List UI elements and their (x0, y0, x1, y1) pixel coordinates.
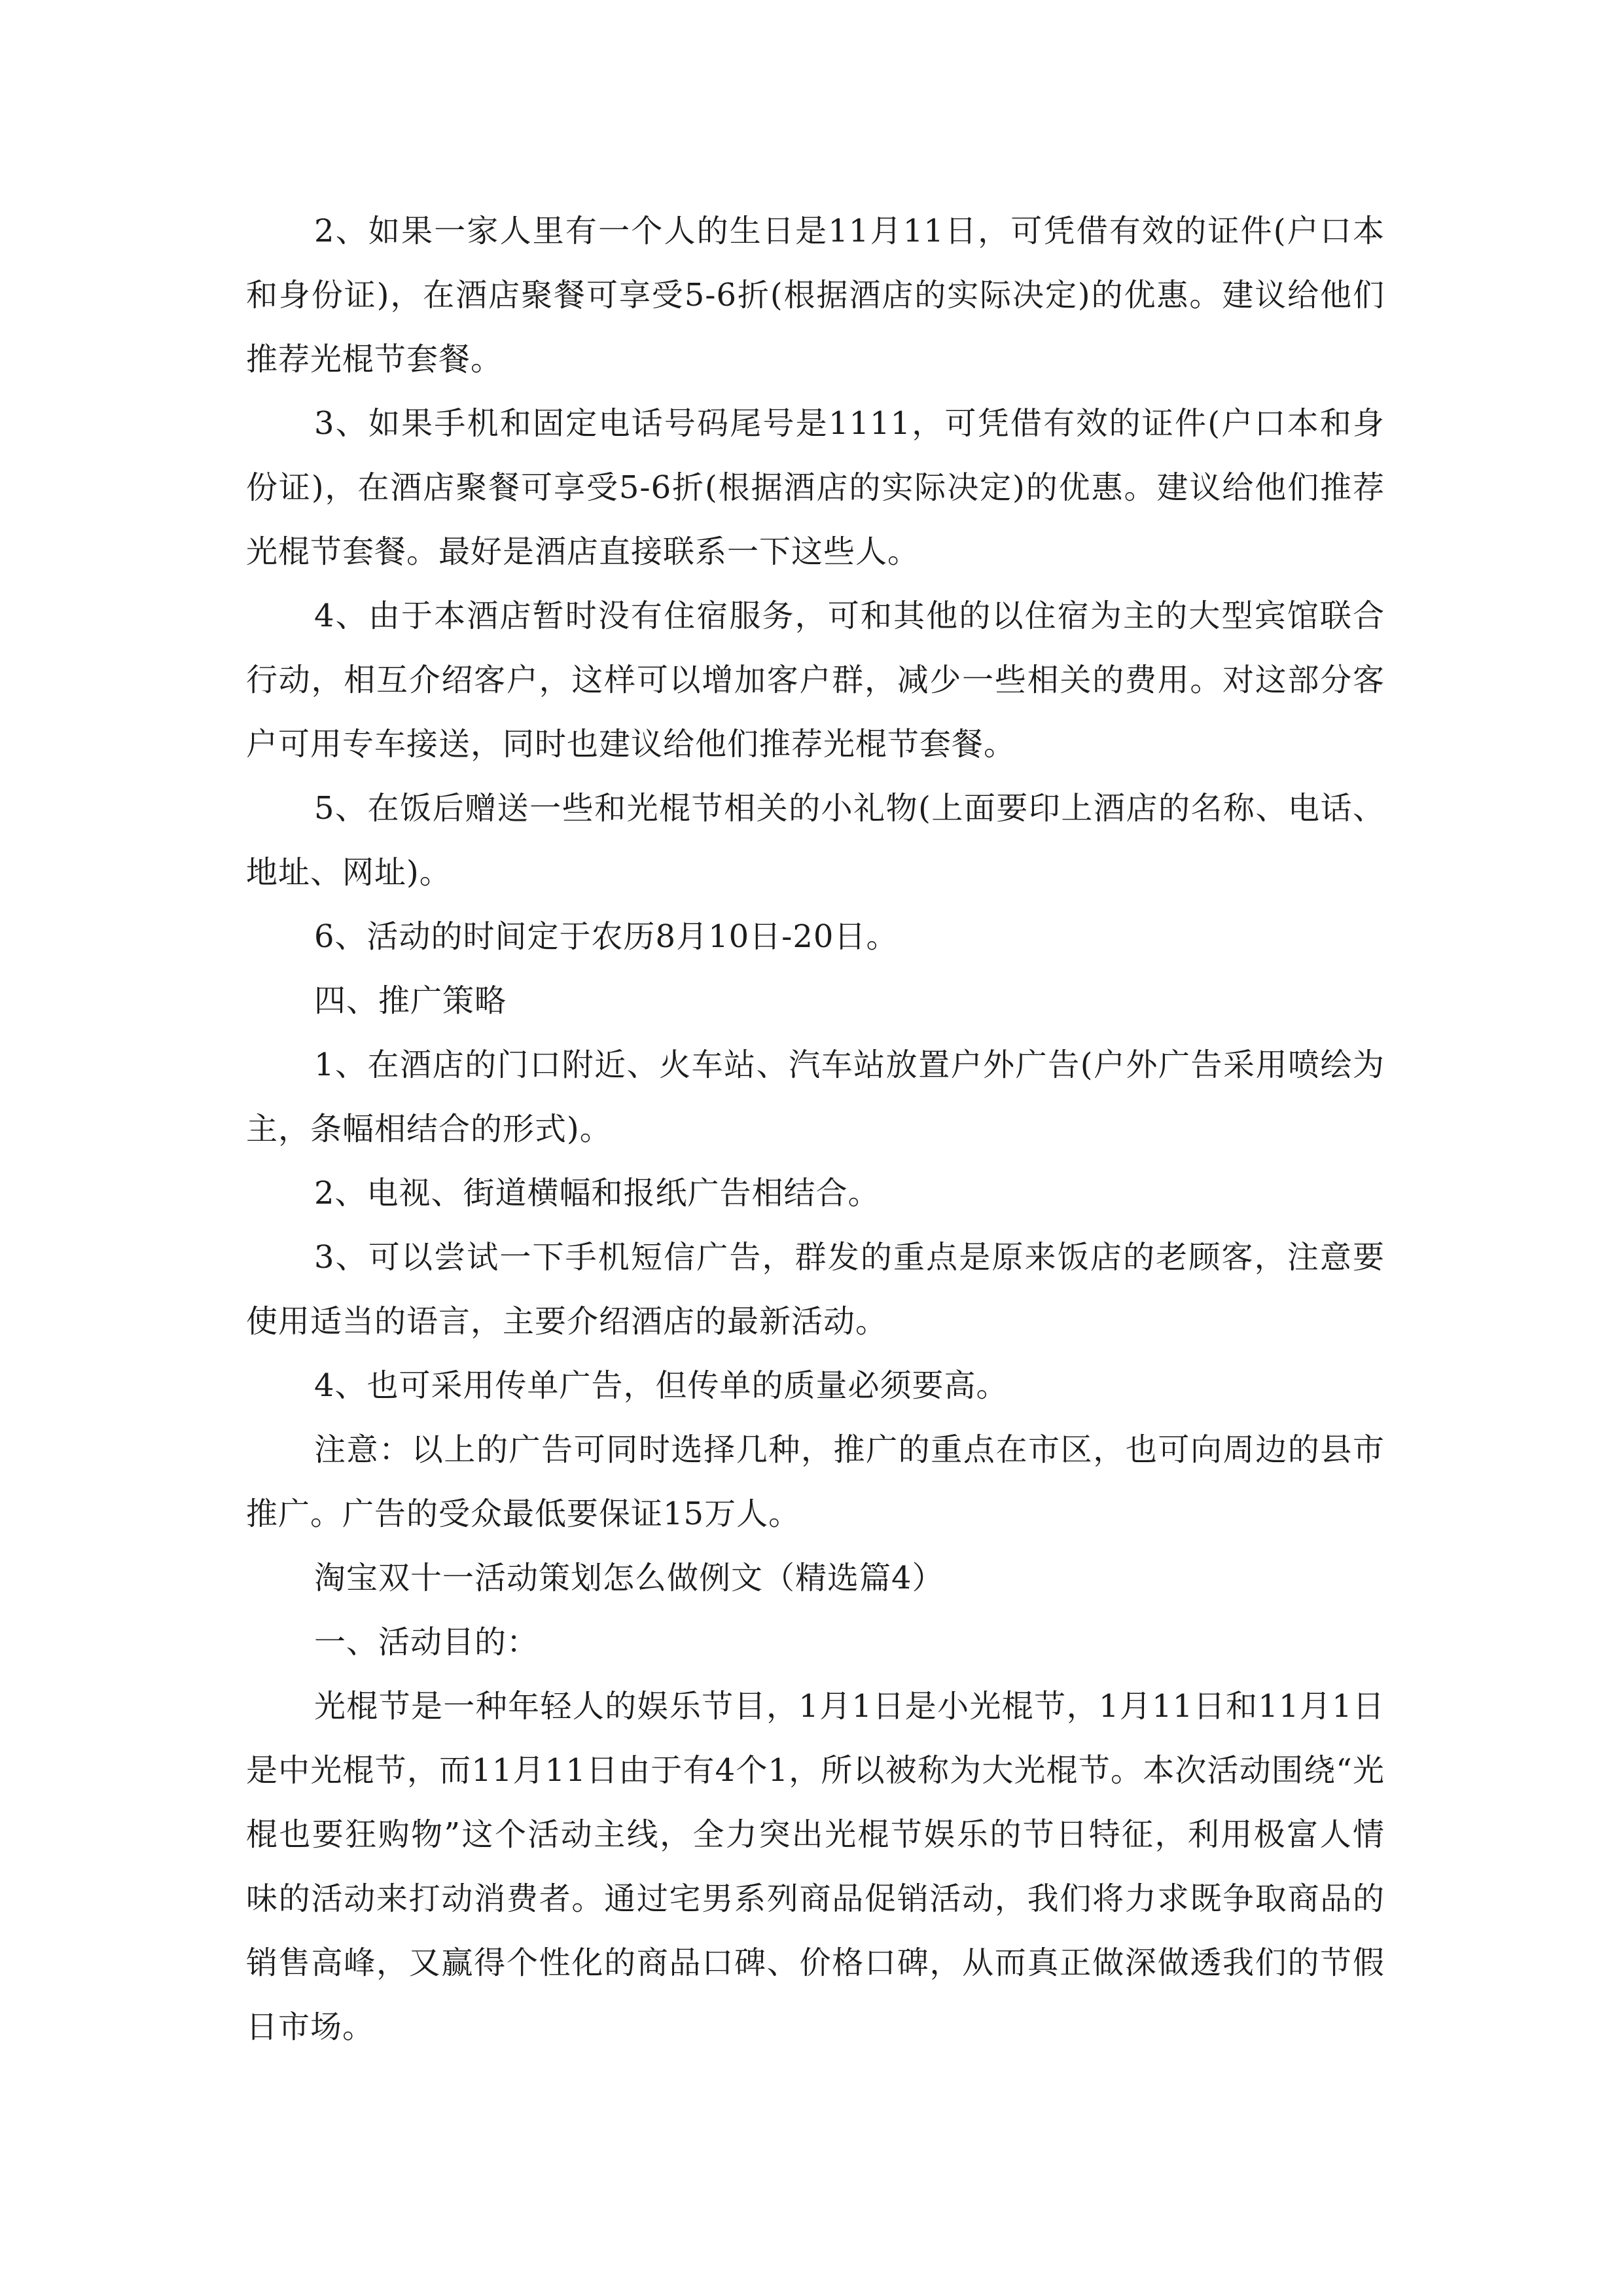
paragraph-purpose: 光棍节是一种年轻人的娱乐节目，1月1日是小光棍节，1月11日和11月1日是中光棍节，而11月11日由于有4个1，所以被称为大光棍节。本次活动围绕“光棍也要狂购物”这个活动主线，全力突出光棍节娱乐的节日特征，利用极富人情味的活动来打动消费者。通过宅男系列商品促销活动，我们将力求既争取商品的销售高峰，又赢得个性化的商品口碑、价格口碑，从而真正做深做透我们的节假日市场。 (246, 1688, 1385, 2045)
paragraph-note: 注意：以上的广告可同时选择几种，推广的重点在市区，也可向周边的县市推广。广告的受众最低要保证15万人。 (246, 1431, 1385, 1532)
paragraph-rule-6: 6、活动的时间定于农历8月10日-20日。 (314, 918, 899, 955)
paragraph-rule-4: 4、由于本酒店暂时没有住宿服务，可和其他的以住宿为主的大型宾馆联合行动，相互介绍客户，这样可以增加客户群，减少一些相关的费用。对这部分客户可用专车接送，同时也建议给他们推荐光棍节套餐。 (246, 598, 1385, 762)
paragraph-promotion-2: 2、电视、街道横幅和报纸广告相结合。 (314, 1175, 880, 1211)
section-heading-promotion: 四、推广策略 (314, 982, 507, 1019)
paragraph-promotion-1: 1、在酒店的门口附近、火车站、汽车站放置户外广告(户外广告采用喷绘为主，条幅相结合的形式)。 (246, 1047, 1385, 1147)
paragraph-promotion-4: 4、也可采用传单广告，但传单的质量必须要高。 (314, 1367, 1008, 1404)
paragraph-rule-2: 2、如果一家人里有一个人的生日是11月11日，可凭借有效的证件(户口本和身份证)，在酒店聚餐可享受5-6折(根据酒店的实际决定)的优惠。建议给他们推荐光棍节套餐。 (246, 213, 1385, 378)
paragraph-rule-3: 3、如果手机和固定电话号码尾号是1111，可凭借有效的证件(户口本和身份证)，在酒店聚餐可享受5-6折(根据酒店的实际决定)的优惠。建议给他们推荐光棍节套餐。最好是酒店直接联系一下这些人。 (246, 405, 1385, 570)
paragraph-promotion-3: 3、可以尝试一下手机短信广告，群发的重点是原来饭店的老顾客，注意要使用适当的语言，主要介绍酒店的最新活动。 (246, 1239, 1385, 1340)
article-title: 淘宝双十一活动策划怎么做例文（精选篇4） (314, 1560, 944, 1596)
document-body (246, 199, 1385, 2059)
paragraph-rule-5: 5、在饭后赠送一些和光棍节相关的小礼物(上面要印上酒店的名称、电话、地址、网址)。 (246, 790, 1385, 891)
section-heading-purpose: 一、活动目的： (314, 1624, 539, 1660)
